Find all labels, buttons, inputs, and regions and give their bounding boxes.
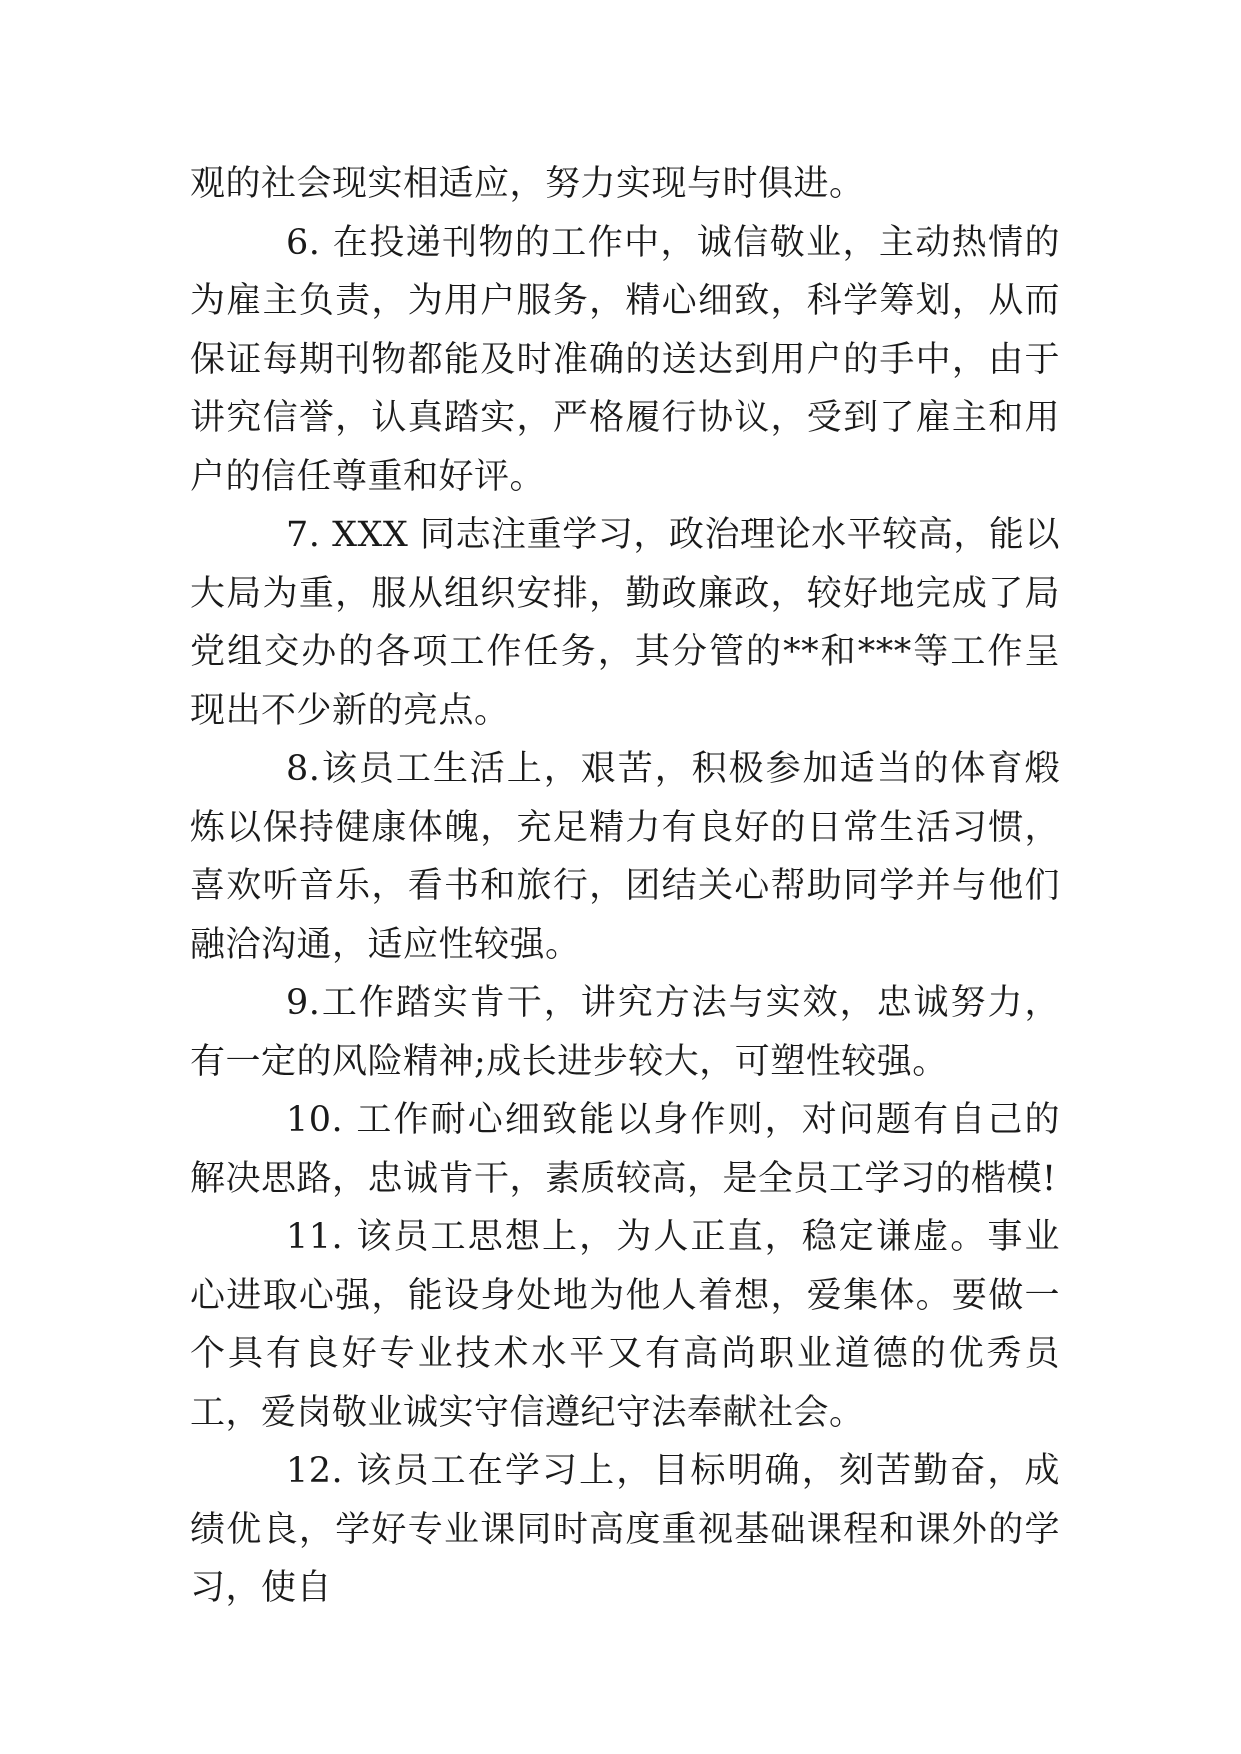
paragraph-item-7: 7. XXX 同志注重学习，政治理论水平较高，能以大局为重，服从组织安排，勤政廉政，较好地完成了局党组交办的各项工作任务，其分管的**和***等工作呈现出不少新的亮点。 [190,515,1060,731]
paragraph-item-10: 10. 工作耐心细致能以身作则，对问题有自己的解决思路，忠诚肯干，素质较高，是全员工学习的楷模! [190,1100,1060,1199]
paragraph-item-6: 6. 在投递刊物的工作中，诚信敬业，主动热情的为雇主负责，为用户服务，精心细致，科学筹划，从而保证每期刊物都能及时准确的送达到用户的手中，由于讲究信誉，认真踏实，严格履行协议，受到了雇主和用户的信任尊重和好评。 [190,222,1060,497]
paragraph-item-11: 11. 该员工思想上，为人正直，稳定谦虚。事业心进取心强，能设身处地为他人着想，爱集体。要做一个具有良好专业技术水平又有高尚职业道德的优秀员工，爱岗敬业诚实守信遵纪守法奉献社会。 [190,1217,1060,1433]
paragraph-item-9: 9.工作踏实肯干，讲究方法与实效，忠诚努力，有一定的风险精神;成长进步较大，可塑性较强。 [190,983,1060,1082]
document-body [190,155,1060,1618]
paragraph-item-12: 12. 该员工在学习上，目标明确，刻苦勤奋，成绩优良，学好专业课同时高度重视基础课程和课外的学习，使自 [190,1451,1060,1608]
paragraph-item-8: 8.该员工生活上，艰苦，积极参加适当的体育煅炼以保持健康体魄，充足精力有良好的日常生活习惯，喜欢听音乐，看书和旅行，团结关心帮助同学并与他们融洽沟通，适应性较强。 [190,749,1060,965]
paragraph-continuation: 观的社会现实相适应，努力实现与时俱进。 [190,164,865,204]
